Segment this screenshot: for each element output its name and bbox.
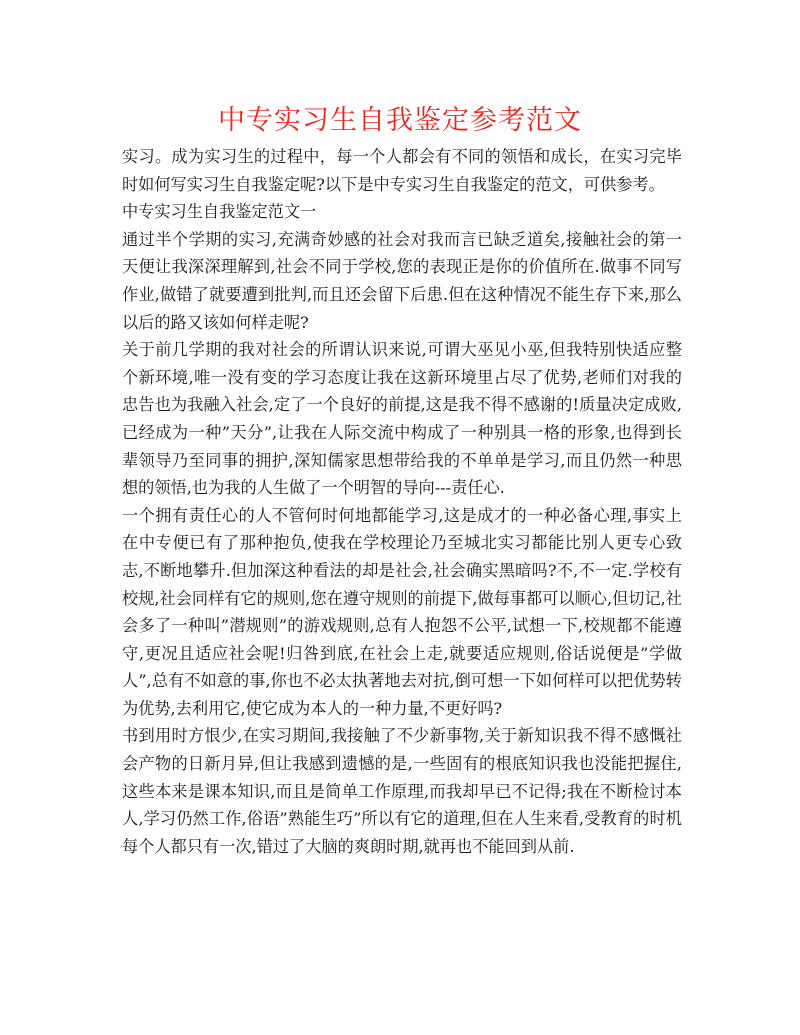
paragraph: 通过半个学期的实习,充满奇妙感的社会对我而言已缺乏道矣,接触社会的第一天便让我深深理解到,社会不同于学校,您的表现正是你的价值所在.做事不同写作业,做错了就要遭到批判,而且还会留下后患.但在这种情况不能生存下来,那么以后的路又该如何样走呢?: [122, 229, 682, 332]
paragraph-intro: 实习。成为实习生的过程中，每一个人都会有不同的领悟和成长，在实习完毕时如何写实习生自我鉴定呢?以下是中专实习生自我鉴定的范文，可供参考。: [122, 147, 682, 194]
document-title: 中专实习生自我鉴定参考范文: [218, 105, 582, 136]
paragraph: 一个拥有责任心的人不管何时何地都能学习,这是成才的一种必备心理,事实上在中专便已有了那种抱负,使我在学校理论乃至城北实习都能比别人更专心致志,不断地攀升.但加深这种看法的却是社会,社会确实黑暗吗?不,不一定.学校有校规,社会同样有它的规则,您在遵守规则的前提下,做每事都可以顺心,但切记,社会多了一种叫”潜规则”的游戏规则,总有人抱怨不公平,试想一下,校规都不能遵守,更况且适应社会呢!归咎到底,在社会上走,就要适应规则,俗话说便是”学做人”,总有不如意的事,你也不必太执著地去对抗,倒可想一下如何样可以把优势转为优势,去利用它,使它成为本人的一种力量,不更好吗?: [122, 505, 682, 718]
paragraph: 书到用时方恨少,在实习期间,我接触了不少新事物,关于新知识我不得不感慨社会产物的日新月异,但让我感到遗憾的是,一些固有的根底知识我也没能把握住,这些本来是课本知识,而且是简单工作原理,而我却早已不记得;我在不断检讨本人,学习仍然工作,俗语”熟能生巧”所以有它的道理,但在人生来看,受教育的时机每个人都只有一次,错过了大脑的爽朗时期,就再也不能回到从前.: [122, 726, 682, 856]
paragraph: 关于前几学期的我对社会的所谓认识来说,可谓大巫见小巫,但我特别快适应整个新环境,唯一没有变的学习态度让我在这新环境里占尽了优势,老师们对我的忠告也为我融入社会,定了一个良好的前提,这是我不得不感谢的!质量决定成败,已经成为一种”天分”,让我在人际交流中构成了一种别具一格的形象,也得到长辈领导乃至同事的拥护,深知儒家思想带给我的不单单是学习,而且仍然一种思想的领悟,也为我的人生做了一个明智的导向---责任心.: [122, 340, 682, 498]
section-heading: 中专实习生自我鉴定范文一: [122, 202, 317, 222]
document-body: [122, 143, 682, 860]
